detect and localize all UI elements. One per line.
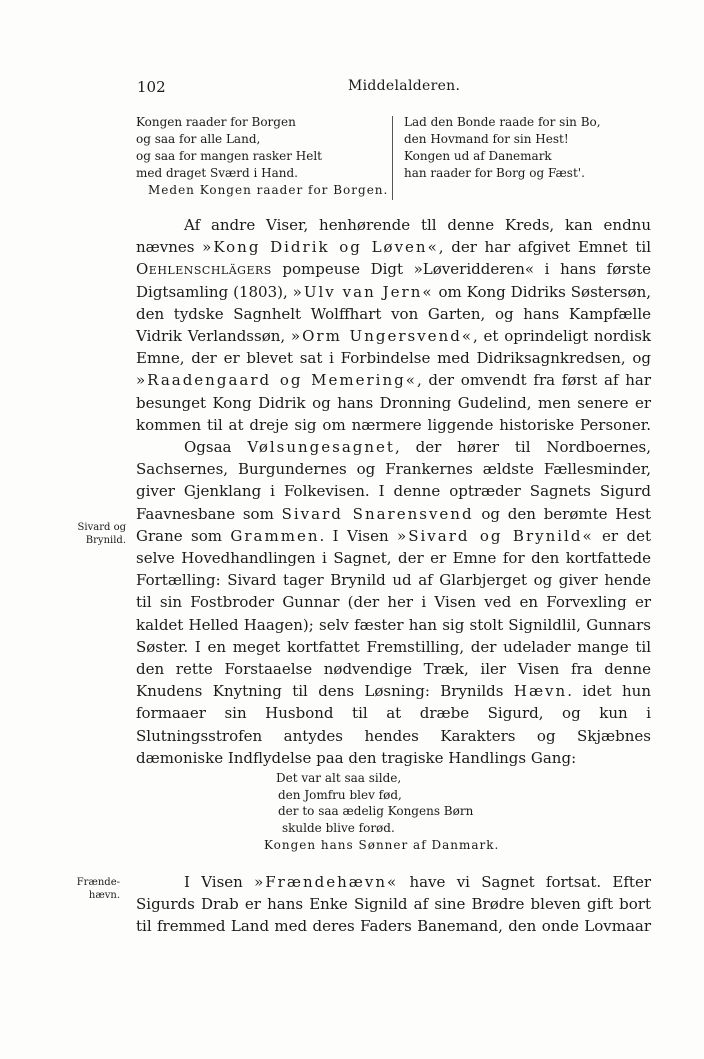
text-run: Ogsaa — [184, 438, 248, 457]
ballad-title: »Ulv van Jern« — [292, 282, 434, 301]
text-run: , der har afgivet Emnet til — [438, 238, 651, 257]
verse-right-column — [404, 114, 601, 182]
column-divider — [392, 116, 393, 200]
text-run: , et oprindeligt nordisk Emne, der er blevet sat i Forbindelse med Didriksagnkredsen, og — [136, 327, 651, 368]
quote-line: der to saa ædelig Kongens Børn — [278, 804, 474, 819]
quote-line: Det var alt saa silde, — [276, 771, 402, 785]
verse-refrain: Meden Kongen raader for Borgen. — [148, 183, 389, 197]
text-run: og den berømte Hest Grane som — [136, 504, 651, 545]
verse-line: og saa for alle Land, — [136, 132, 261, 146]
paragraph-volsunge — [136, 436, 651, 769]
emphasis-word: Hævn — [513, 682, 568, 701]
verse-line: den Hovmand for sin Hest! — [404, 132, 569, 146]
horse-name: Grammen — [230, 526, 320, 545]
body-text-upper — [136, 214, 651, 769]
text-run: , der hører til Nordboernes, Sachsernes, Burgundernes og Frankernes ældste Fællesminder, giver Gjenklang i Folkevisen. I denne optræder Sagnets Sigurd Faavnesbane som — [136, 438, 651, 523]
ballad-title: »Orm Ungersvend« — [290, 327, 473, 346]
paragraph-kong-didrik — [136, 214, 651, 436]
body-text-lower — [136, 871, 651, 938]
saga-name: Vølsungesagnet — [247, 438, 395, 457]
text-run: , der omvendt fra først af har besunget Kong Didrik og hans Dronning Gudelind, men senere er kommen til at dreje sig om nærmere liggende historiske Personer. — [136, 371, 652, 434]
ballad-title: »Raadengaard og Memering« — [136, 371, 417, 390]
text-run: om Kong Didriks Søstersøn, den tydske Sagnhelt Wolffhart von Garten, og hans Kampfælle Vidrik Verlandssøn, — [136, 282, 651, 346]
quote-refrain: Kongen hans Sønner af Danmark. — [264, 837, 500, 852]
verse-line: Lad den Bonde raade for sin Bo, — [404, 115, 601, 129]
margin-note-line: Sivard og — [77, 522, 126, 533]
quote-line: den Jomfru blev fød, — [278, 787, 402, 802]
page-number: 102 — [137, 78, 166, 96]
author-name: Oehlenschlägers — [136, 260, 272, 279]
margin-note-line: Brynild. — [85, 535, 126, 546]
text-run: I Visen — [184, 873, 255, 891]
text-run: . I Visen — [319, 526, 398, 545]
verse-line: Kongen ud af Danemark — [404, 149, 552, 163]
margin-note-sivard — [66, 521, 126, 547]
verse-line: med draget Sværd i Hand. — [136, 166, 298, 180]
text-run: er det selve Hovedhandlingen i Sagnet, der er Emne for den kortfattede Fortælling: Sivard tager Brynild ud af Glarbjerget og giver hende til sin Fostbroder Gunnar (der her i Visen ved en Forvexling er kaldet Helled Haagen); selv fæster han sig stolt Signildlil, Gunnars Søster. I en meget kortfattet Fremstilling, der udelader mange til den rette Forstaaelse nødvendige Træk, iler Visen fra denne Knudens Knytning til dens Løsning: Brynilds — [136, 526, 651, 701]
margin-note-line: hævn. — [88, 890, 120, 901]
ballad-title: »Kong Didrik og Løven« — [202, 238, 439, 257]
quoted-stanza — [264, 770, 500, 854]
paragraph-fraendehaevn — [136, 871, 651, 938]
running-title: Middelalderen. — [348, 78, 461, 94]
text-run: . idet hun formaaer sin Husbond til at dræbe Sigurd, og kun i Slutningsstrofen antydes hendes Karakters og Skjæbnes dæmoniske Indflydelse paa den tragiske Handlings Gang: — [136, 682, 651, 767]
text-run: Af andre Viser, henhørende tll denne Kreds, kan endnu nævnes — [136, 216, 651, 257]
ballad-title: »Frændehævn« — [254, 873, 399, 891]
ballad-title: »Sivard og Brynild« — [397, 526, 594, 545]
verse-left-column — [136, 114, 388, 199]
verse-line: Kongen raader for Borgen — [136, 115, 296, 129]
verse-line: og saa for mangen rasker Helt — [136, 149, 323, 163]
verse-line: han raader for Borg og Fæst'. — [404, 166, 585, 180]
character-name: Sivard Snarensvend — [281, 504, 474, 523]
text-run: have vi Sagnet fortsat. Efter Sigurds Drab er hans Enke Signild af sine Brødre bleven gift bort til fremmed Land med deres Faders Banemand, den onde Lovmaar — [136, 873, 651, 936]
quote-line: skulde blive forød. — [282, 821, 395, 836]
text-run: pompeuse Digt »Løveridderen« i hans første Digtsamling (1803), — [136, 260, 651, 301]
margin-note-fraendehaevn — [60, 876, 120, 902]
margin-note-line: Frænde- — [76, 877, 120, 888]
